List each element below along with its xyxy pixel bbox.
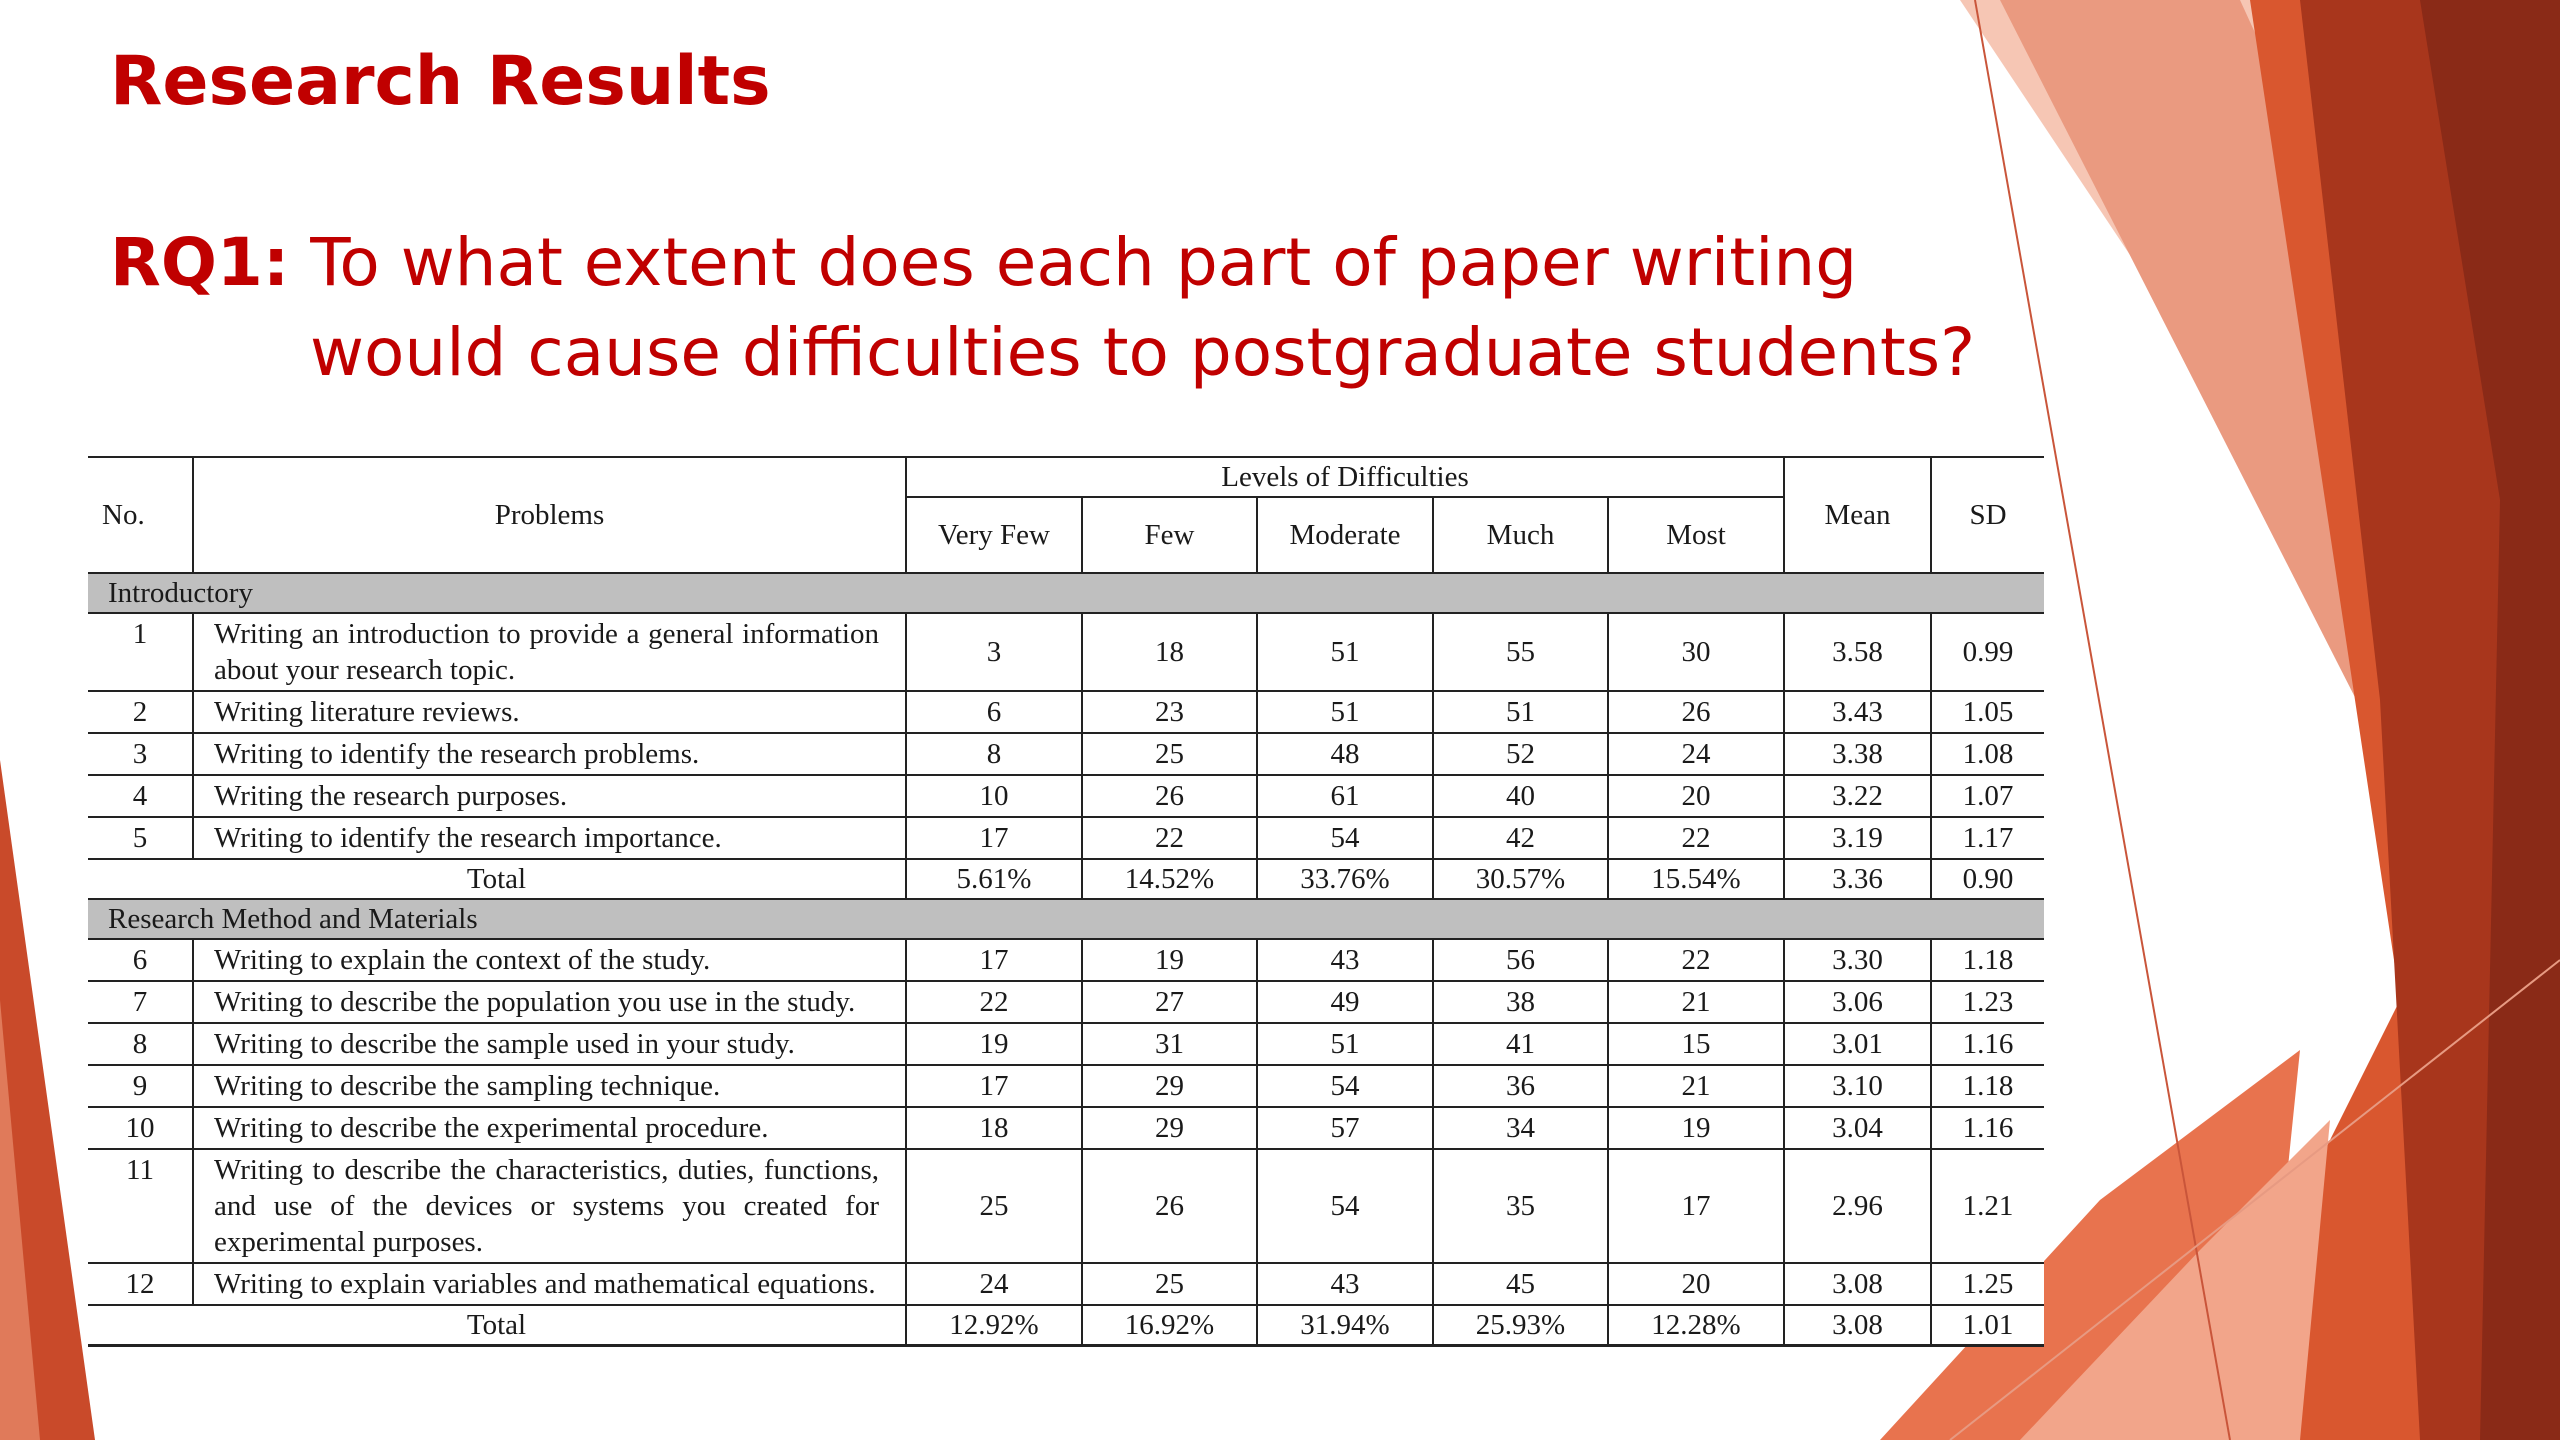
cell-mean: 3.04: [1784, 1107, 1931, 1149]
total-row: [88, 1305, 2044, 1346]
cell-moderate: 49: [1257, 981, 1433, 1023]
cell-most: 15: [1608, 1023, 1784, 1065]
cell-few: 26: [1082, 1149, 1257, 1263]
cell-few: 25: [1082, 733, 1257, 775]
cell-mean: 3.10: [1784, 1065, 1931, 1107]
problem-text: Writing an introduction to provide a general information about your research topic.: [193, 613, 906, 691]
cell-most: 26: [1608, 691, 1784, 733]
row-number: 10: [88, 1107, 193, 1149]
cell-few: 29: [1082, 1107, 1257, 1149]
results-table: [88, 456, 2044, 1347]
cell-much: 35: [1433, 1149, 1608, 1263]
cell-mean: 3.38: [1784, 733, 1931, 775]
cell-mean: 3.58: [1784, 613, 1931, 691]
cell-mean: 3.01: [1784, 1023, 1931, 1065]
slide-title: Research Results: [110, 42, 771, 121]
header-few: Few: [1082, 497, 1257, 573]
row-number: 11: [88, 1149, 193, 1263]
problem-text: Writing to explain the context of the study.: [193, 939, 906, 981]
table-row: [88, 1149, 2044, 1263]
cell-most: 30: [1608, 613, 1784, 691]
cell-mean: 3.30: [1784, 939, 1931, 981]
cell-few: 26: [1082, 775, 1257, 817]
total-row: [88, 859, 2044, 899]
cell-most: 20: [1608, 1263, 1784, 1305]
cell-mean: 3.08: [1784, 1263, 1931, 1305]
cell-very-few: 10: [906, 775, 1082, 817]
row-number: 5: [88, 817, 193, 859]
cell-most: 24: [1608, 733, 1784, 775]
cell-sd: 1.08: [1931, 733, 2044, 775]
cell-sd: 1.18: [1931, 1065, 2044, 1107]
cell-few: 23: [1082, 691, 1257, 733]
cell-moderate: 43: [1257, 939, 1433, 981]
table-row: [88, 775, 2044, 817]
cell-moderate: 43: [1257, 1263, 1433, 1305]
research-question: [110, 218, 1975, 398]
row-number: 7: [88, 981, 193, 1023]
row-number: 12: [88, 1263, 193, 1305]
cell-most: 22: [1608, 817, 1784, 859]
header-levels: Levels of Difficulties: [906, 457, 1784, 497]
cell-much: 36: [1433, 1065, 1608, 1107]
section-header: [88, 573, 2044, 613]
total-few: 14.52%: [1082, 859, 1257, 899]
total-much: 30.57%: [1433, 859, 1608, 899]
cell-sd: 1.05: [1931, 691, 2044, 733]
cell-much: 55: [1433, 613, 1608, 691]
cell-much: 56: [1433, 939, 1608, 981]
cell-very-few: 3: [906, 613, 1082, 691]
header-mean: Mean: [1784, 457, 1931, 573]
row-number: 6: [88, 939, 193, 981]
cell-moderate: 54: [1257, 1149, 1433, 1263]
cell-few: 18: [1082, 613, 1257, 691]
cell-sd: 1.07: [1931, 775, 2044, 817]
cell-much: 41: [1433, 1023, 1608, 1065]
cell-few: 22: [1082, 817, 1257, 859]
problem-text: Writing to identify the research importance.: [193, 817, 906, 859]
total-label: Total: [88, 1305, 906, 1346]
problem-text: Writing to describe the experimental procedure.: [193, 1107, 906, 1149]
row-number: 2: [88, 691, 193, 733]
cell-most: 21: [1608, 1065, 1784, 1107]
cell-very-few: 6: [906, 691, 1082, 733]
total-label: Total: [88, 859, 906, 899]
cell-sd: 1.16: [1931, 1107, 2044, 1149]
header-most: Most: [1608, 497, 1784, 573]
cell-moderate: 51: [1257, 691, 1433, 733]
total-sd: 0.90: [1931, 859, 2044, 899]
cell-very-few: 22: [906, 981, 1082, 1023]
cell-much: 45: [1433, 1263, 1608, 1305]
table-row: [88, 733, 2044, 775]
cell-moderate: 54: [1257, 1065, 1433, 1107]
total-few: 16.92%: [1082, 1305, 1257, 1346]
row-number: 1: [88, 613, 193, 691]
cell-sd: 1.17: [1931, 817, 2044, 859]
cell-most: 19: [1608, 1107, 1784, 1149]
cell-much: 34: [1433, 1107, 1608, 1149]
row-number: 3: [88, 733, 193, 775]
problem-text: Writing the research purposes.: [193, 775, 906, 817]
cell-sd: 1.18: [1931, 939, 2044, 981]
cell-much: 38: [1433, 981, 1608, 1023]
header-much: Much: [1433, 497, 1608, 573]
header-very-few: Very Few: [906, 497, 1082, 573]
cell-very-few: 17: [906, 1065, 1082, 1107]
results-table-container: [88, 456, 2044, 1347]
cell-moderate: 57: [1257, 1107, 1433, 1149]
total-moderate: 31.94%: [1257, 1305, 1433, 1346]
cell-mean: 3.22: [1784, 775, 1931, 817]
cell-much: 42: [1433, 817, 1608, 859]
rq-label: RQ1:: [110, 224, 290, 301]
cell-moderate: 61: [1257, 775, 1433, 817]
question-line-1: To what extent does each part of paper writing: [289, 224, 1858, 301]
problem-text: Writing to describe the sample used in your study.: [193, 1023, 906, 1065]
section-title: Introductory: [88, 573, 2044, 613]
header-problems: Problems: [193, 457, 906, 573]
row-number: 4: [88, 775, 193, 817]
cell-much: 51: [1433, 691, 1608, 733]
cell-very-few: 19: [906, 1023, 1082, 1065]
problem-text: Writing to describe the sampling technique.: [193, 1065, 906, 1107]
total-moderate: 33.76%: [1257, 859, 1433, 899]
table-row: [88, 613, 2044, 691]
row-number: 9: [88, 1065, 193, 1107]
header-no: No.: [88, 457, 193, 573]
cell-mean: 3.19: [1784, 817, 1931, 859]
cell-sd: 1.25: [1931, 1263, 2044, 1305]
total-sd: 1.01: [1931, 1305, 2044, 1346]
cell-sd: 0.99: [1931, 613, 2044, 691]
total-much: 25.93%: [1433, 1305, 1608, 1346]
row-number: 8: [88, 1023, 193, 1065]
table-row: [88, 817, 2044, 859]
cell-most: 17: [1608, 1149, 1784, 1263]
cell-moderate: 48: [1257, 733, 1433, 775]
table-row: [88, 1263, 2044, 1305]
cell-moderate: 51: [1257, 613, 1433, 691]
cell-few: 31: [1082, 1023, 1257, 1065]
total-most: 15.54%: [1608, 859, 1784, 899]
section-title: Research Method and Materials: [88, 899, 2044, 939]
question-line-2: would cause difficulties to postgraduate students?: [310, 314, 1976, 391]
cell-mean: 3.43: [1784, 691, 1931, 733]
total-mean: 3.36: [1784, 859, 1931, 899]
table-row: [88, 981, 2044, 1023]
cell-most: 22: [1608, 939, 1784, 981]
cell-most: 20: [1608, 775, 1784, 817]
header-sd: SD: [1931, 457, 2044, 573]
cell-much: 52: [1433, 733, 1608, 775]
cell-few: 19: [1082, 939, 1257, 981]
total-very-few: 12.92%: [906, 1305, 1082, 1346]
table-row: [88, 1065, 2044, 1107]
cell-very-few: 8: [906, 733, 1082, 775]
cell-very-few: 18: [906, 1107, 1082, 1149]
cell-very-few: 24: [906, 1263, 1082, 1305]
total-very-few: 5.61%: [906, 859, 1082, 899]
cell-few: 25: [1082, 1263, 1257, 1305]
problem-text: Writing to explain variables and mathematical equations.: [193, 1263, 906, 1305]
problem-text: Writing to describe the characteristics, duties, functions, and use of the devices or systems you created for experimental purposes.: [193, 1149, 906, 1263]
cell-much: 40: [1433, 775, 1608, 817]
cell-very-few: 17: [906, 817, 1082, 859]
problem-text: Writing literature reviews.: [193, 691, 906, 733]
cell-moderate: 54: [1257, 817, 1433, 859]
table-body: [88, 573, 2044, 1346]
header-moderate: Moderate: [1257, 497, 1433, 573]
cell-moderate: 51: [1257, 1023, 1433, 1065]
cell-very-few: 17: [906, 939, 1082, 981]
section-header: [88, 899, 2044, 939]
total-most: 12.28%: [1608, 1305, 1784, 1346]
cell-few: 29: [1082, 1065, 1257, 1107]
table-row: [88, 1023, 2044, 1065]
total-mean: 3.08: [1784, 1305, 1931, 1346]
table-row: [88, 691, 2044, 733]
problem-text: Writing to identify the research problems.: [193, 733, 906, 775]
cell-few: 27: [1082, 981, 1257, 1023]
table-row: [88, 939, 2044, 981]
cell-sd: 1.21: [1931, 1149, 2044, 1263]
table-row: [88, 1107, 2044, 1149]
cell-mean: 3.06: [1784, 981, 1931, 1023]
cell-sd: 1.16: [1931, 1023, 2044, 1065]
cell-sd: 1.23: [1931, 981, 2044, 1023]
cell-most: 21: [1608, 981, 1784, 1023]
problem-text: Writing to describe the population you use in the study.: [193, 981, 906, 1023]
cell-very-few: 25: [906, 1149, 1082, 1263]
cell-mean: 2.96: [1784, 1149, 1931, 1263]
